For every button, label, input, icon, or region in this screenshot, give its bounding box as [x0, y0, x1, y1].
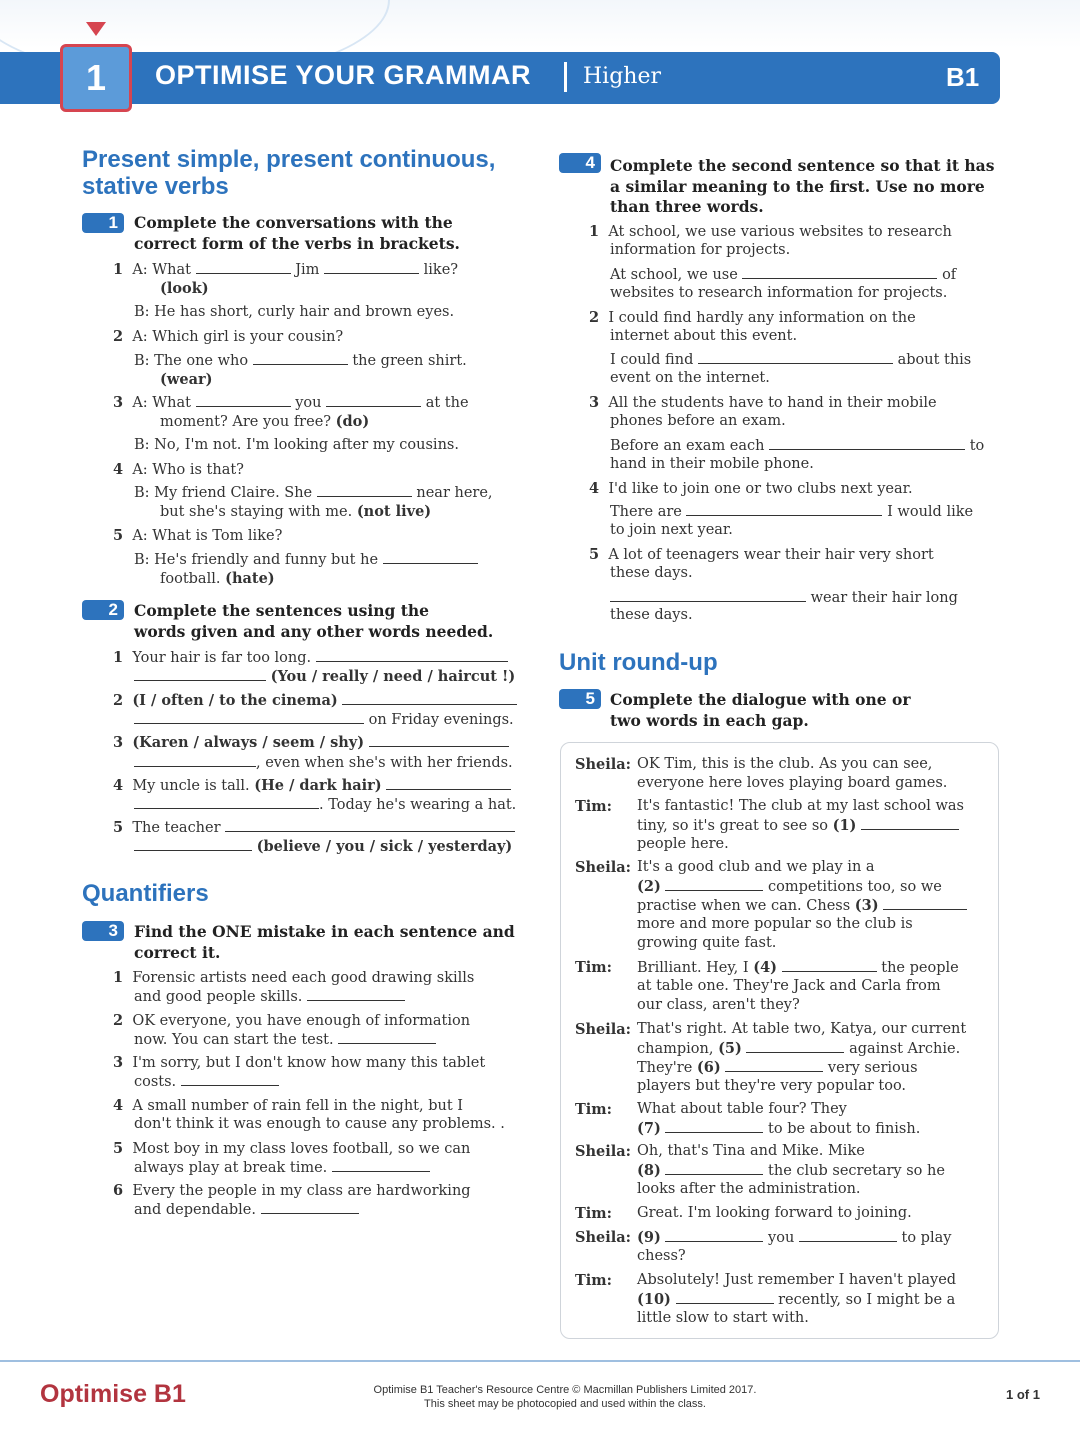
instruction-line: than three words.	[610, 197, 764, 216]
section-title-quantifiers: Quantifiers	[82, 880, 209, 907]
answer-gap[interactable]	[742, 265, 937, 279]
ex1-verb-hint: (wear)	[160, 371, 213, 388]
dialogue-line: Brilliant. Hey, I (4) the people	[637, 959, 959, 976]
answer-gap[interactable]	[134, 753, 256, 767]
answer-gap[interactable]	[746, 1039, 844, 1053]
dialogue-line: They're (6) very serious	[637, 1059, 918, 1076]
dialogue-line: (7) to be about to finish.	[637, 1120, 921, 1137]
speaker-tim: Tim:	[575, 959, 612, 976]
answer-gap[interactable]	[883, 896, 967, 910]
ex1-line: B: No, I'm not. I'm looking after my cousins.	[134, 437, 459, 453]
ex4-line: information for projects.	[610, 242, 791, 258]
cefr-level: B1	[946, 62, 980, 92]
dialogue-line: (9) you to play	[637, 1229, 952, 1246]
answer-gap[interactable]	[324, 260, 419, 274]
answer-gap[interactable]	[725, 1058, 823, 1072]
ex2-item-4: 4 My uncle is tall. (He / dark hair)	[113, 776, 511, 796]
exercise-5-badge: 5	[559, 689, 601, 709]
section-title-unit-round-up: Unit round-up	[559, 649, 718, 676]
ex1-item-3: 3 A: What you at the	[113, 394, 469, 411]
instruction-line: Complete the conversations with the	[134, 213, 453, 232]
ex3-line: don't think it was enough to cause any problems. .	[134, 1116, 505, 1132]
ex3-item-3: 3 I'm sorry, but I don't know how many this tablet	[113, 1054, 486, 1071]
speaker-sheila: Sheila:	[575, 1143, 632, 1160]
footer-divider	[0, 1360, 1080, 1362]
answer-gap[interactable]	[665, 877, 763, 891]
copyright-line: Optimise B1 Teacher's Resource Centre © Macmillan Publishers Limited 2017.	[373, 1384, 757, 1396]
ex2-item-2: 2 (I / often / to the cinema)	[113, 691, 517, 711]
speaker-sheila: Sheila:	[575, 756, 632, 773]
dialogue-line: (2) competitions too, so we	[637, 878, 942, 895]
ex2-item-1: 1 Your hair is far too long.	[113, 648, 508, 668]
ex1-line: B: He's friendly and funny but he	[134, 550, 478, 570]
ex4-item-5: 5 A lot of teenagers wear their hair very short	[589, 546, 934, 563]
ex3-line: and good people skills.	[134, 987, 405, 1007]
ex2-line: , even when she's with her friends.	[134, 753, 513, 773]
dialogue-line: people here.	[637, 836, 729, 852]
ex4-line: There are I would like	[610, 504, 974, 520]
answer-gap[interactable]	[686, 502, 882, 516]
answer-gap[interactable]	[134, 710, 364, 724]
answer-gap[interactable]	[386, 776, 511, 790]
ex3-item-2: 2 OK everyone, you have enough of information	[113, 1012, 471, 1029]
exercise-1-instruction	[134, 213, 460, 254]
ex1-line: B: He has short, curly hair and brown eyes.	[134, 304, 455, 320]
dialogue-line: more and more popular so the club is	[637, 916, 913, 932]
footer-brand: Optimise B1	[40, 1380, 186, 1408]
page-title: OPTIMISE YOUR GRAMMAR	[155, 60, 532, 90]
section-title-present-simple	[82, 146, 495, 200]
instruction-line: two words in each gap.	[610, 710, 809, 730]
speaker-sheila: Sheila:	[575, 1229, 632, 1246]
ex4-line: internet about this event.	[610, 328, 798, 344]
dialogue-line: practise when we can. Chess (3)	[637, 896, 967, 916]
marker-triangle-icon	[86, 22, 106, 36]
ex4-item-3: 3 All the students have to hand in their mobile	[589, 394, 937, 411]
dialogue-line: What about table four? They	[637, 1101, 847, 1117]
exercise-3-instruction	[134, 922, 515, 963]
ex1-line: football. (hate)	[160, 570, 275, 587]
answer-gap[interactable]	[369, 733, 509, 747]
title-separator	[564, 62, 567, 92]
dialogue-line: players but they're very popular too.	[637, 1078, 907, 1094]
instruction-line: correct form of the verbs in brackets.	[134, 233, 460, 253]
dialogue-line: our class, aren't they?	[637, 997, 800, 1013]
dialogue-line: looks after the administration.	[637, 1181, 861, 1197]
ex4-line: these days.	[610, 565, 693, 581]
ex3-item-6: 6 Every the people in my class are hardworking	[113, 1182, 471, 1199]
speaker-tim: Tim:	[575, 1205, 612, 1222]
speaker-tim: Tim:	[575, 1272, 612, 1289]
ex3-item-4: 4 A small number of rain fell in the night, but I	[113, 1097, 464, 1114]
dialogue-line: OK Tim, this is the club. As you can see,	[637, 756, 933, 772]
ex4-line: event on the internet.	[610, 370, 770, 386]
dialogue-line: chess?	[637, 1248, 686, 1264]
ex4-line: phones before an exam.	[610, 413, 786, 429]
ex1-verb-hint: (look)	[160, 280, 209, 297]
speaker-tim: Tim:	[575, 798, 612, 815]
exercise-4-badge: 4	[559, 153, 601, 173]
ex3-item-5: 5 Most boy in my class loves football, so we can	[113, 1140, 471, 1157]
exercise-2-instruction	[134, 601, 493, 642]
answer-gap[interactable]	[316, 648, 508, 662]
answer-gap[interactable]	[317, 483, 412, 497]
ex1-line: but she's staying with me. (not live)	[160, 503, 432, 520]
dialogue-line: little slow to start with.	[637, 1310, 809, 1326]
ex2-line: on Friday evenings.	[134, 710, 514, 730]
ex1-line: B: The one who the green shirt.	[134, 353, 467, 369]
answer-gap[interactable]	[181, 1072, 279, 1086]
ex4-line: websites to research information for projects.	[610, 285, 948, 301]
instruction-line: a similar meaning to the first. Use no more	[610, 176, 985, 196]
ex4-line: to join next year.	[610, 522, 733, 538]
instruction-line: Complete the dialogue with one or	[610, 690, 911, 709]
answer-gap[interactable]	[307, 987, 405, 1001]
dialogue-line: everyone here loves playing board games.	[637, 775, 948, 791]
ex2-line: (You / really / need / haircut !)	[134, 667, 515, 687]
instruction-line: correct it.	[134, 942, 221, 962]
answer-gap[interactable]	[332, 1158, 430, 1172]
exercise-1-badge: 1	[82, 213, 124, 233]
answer-gap[interactable]	[665, 1161, 763, 1175]
answer-gap[interactable]	[134, 667, 266, 681]
footer-copyright	[330, 1383, 800, 1411]
dialogue-line: Absolutely! Just remember I haven't played	[637, 1272, 957, 1288]
ex4-line: I could find about this	[610, 352, 972, 368]
ex3-line: always play at break time.	[134, 1158, 430, 1178]
answer-gap[interactable]	[338, 1030, 436, 1044]
answer-gap[interactable]	[134, 795, 319, 809]
answer-gap[interactable]	[383, 550, 478, 564]
answer-gap[interactable]	[698, 350, 893, 364]
ex2-line: . Today he's wearing a hat.	[134, 795, 516, 815]
dialogue-line: It's a good club and we play in a	[637, 859, 875, 875]
answer-gap[interactable]	[225, 818, 515, 832]
unit-number-badge	[60, 44, 132, 112]
unit-number: 1	[85, 57, 107, 98]
answer-gap[interactable]	[196, 260, 291, 274]
copyright-line: This sheet may be photocopied and used within the class.	[424, 1398, 706, 1410]
section-title-line: stative verbs	[82, 173, 229, 200]
ex3-item-1: 1 Forensic artists need each good drawing skills	[113, 969, 475, 986]
answer-gap[interactable]	[610, 588, 806, 602]
answer-gap[interactable]	[769, 436, 965, 450]
ex4-line: wear their hair long	[610, 588, 958, 608]
ex1-item-5: 5 A: What is Tom like?	[113, 527, 283, 544]
ex4-item-4: 4 I'd like to join one or two clubs next year.	[589, 480, 913, 497]
dialogue-line: It's fantastic! The club at my last school was	[637, 798, 964, 814]
ex4-line: At school, we use of	[610, 267, 957, 283]
ex1-item-2: 2 A: Which girl is your cousin?	[113, 328, 344, 345]
ex1-line: B: My friend Claire. She near here,	[134, 485, 493, 501]
dialogue-line: Oh, that's Tina and Mike. Mike	[637, 1143, 865, 1159]
exercise-5-instruction	[610, 690, 911, 731]
ex4-line: these days.	[610, 607, 693, 623]
ex1-item-4: 4 A: Who is that?	[113, 461, 244, 478]
ex3-line: now. You can start the test.	[134, 1030, 436, 1050]
ex1-line: moment? Are you free? (do)	[160, 413, 370, 430]
answer-gap[interactable]	[253, 351, 348, 365]
instruction-line: words given and any other words needed.	[134, 621, 494, 641]
exercise-3-badge: 3	[82, 921, 124, 941]
dialogue-line: Great. I'm looking forward to joining.	[637, 1205, 912, 1221]
answer-gap[interactable]	[326, 393, 421, 407]
level-label: Higher	[583, 64, 662, 89]
answer-gap[interactable]	[782, 958, 877, 972]
answer-gap[interactable]	[342, 691, 517, 705]
ex2-item-3: 3 (Karen / always / seem / shy)	[113, 733, 509, 753]
answer-gap[interactable]	[134, 837, 252, 851]
answer-gap[interactable]	[665, 1228, 763, 1242]
speaker-sheila: Sheila:	[575, 859, 632, 876]
exercise-4-instruction	[610, 156, 994, 218]
speaker-sheila: Sheila:	[575, 1021, 632, 1038]
ex2-item-5: 5 The teacher	[113, 818, 515, 838]
dialogue-line: (8) the club secretary so he	[637, 1162, 945, 1179]
answer-gap[interactable]	[665, 1119, 763, 1133]
ex4-line: Before an exam each to	[610, 438, 985, 454]
answer-gap[interactable]	[196, 393, 291, 407]
section-title-line: Present simple, present continuous,	[82, 146, 496, 173]
dialogue-line: (10) recently, so I might be a	[637, 1291, 956, 1308]
instruction-line: Complete the second sentence so that it has	[610, 156, 995, 175]
exercise-2-badge: 2	[82, 600, 124, 620]
answer-gap[interactable]	[676, 1290, 774, 1304]
page-number: 1 of 1	[1006, 1387, 1040, 1402]
dialogue-line: tiny, so it's great to see so (1)	[637, 816, 959, 836]
ex1-item-1: 1 A: What Jim like?	[113, 261, 459, 278]
dialogue-line: at table one. They're Jack and Carla from	[637, 978, 941, 994]
instruction-line: Find the ONE mistake in each sentence and	[134, 922, 515, 941]
ex4-item-2: 2 I could find hardly any information on the	[589, 309, 916, 326]
answer-gap[interactable]	[861, 816, 959, 830]
speaker-tim: Tim:	[575, 1101, 612, 1118]
dialogue-line: champion, (5) against Archie.	[637, 1040, 961, 1057]
dialogue-line: That's right. At table two, Katya, our current	[637, 1021, 967, 1037]
ex3-line: costs.	[134, 1072, 279, 1092]
ex4-line: hand in their mobile phone.	[610, 456, 814, 472]
ex2-line: (believe / you / sick / yesterday)	[134, 837, 512, 857]
ex4-item-1: 1 At school, we use various websites to research	[589, 223, 952, 240]
dialogue-line: growing quite fast.	[637, 935, 777, 951]
answer-gap[interactable]	[261, 1200, 359, 1214]
ex3-line: and dependable.	[134, 1200, 359, 1220]
instruction-line: Complete the sentences using the	[134, 601, 430, 620]
answer-gap[interactable]	[799, 1228, 897, 1242]
